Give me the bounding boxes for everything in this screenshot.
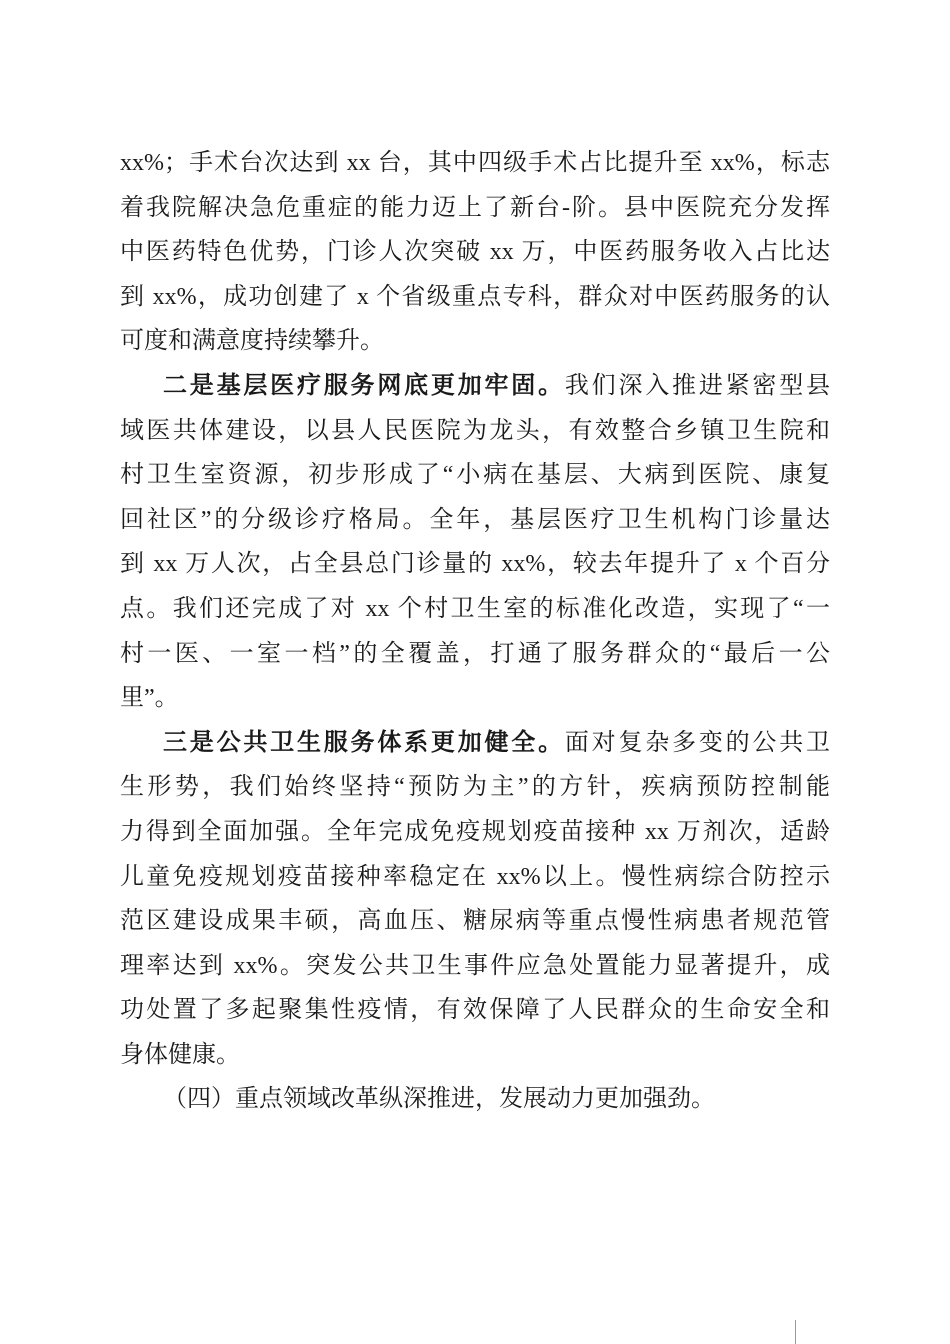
paragraph-lead-heading: 二是基层医疗服务网底更加牢固。 — [163, 372, 565, 399]
page-edge-mark — [795, 1320, 796, 1344]
text-line: 生形势，我们始终坚持“预防为主”的方针，疾病预防控制能 — [120, 774, 830, 801]
text-line: 点。我们还完成了对 xx 个村卫生室的标准化改造，实现了“一 — [120, 595, 830, 622]
text-line: 着我院解决急危重症的能力迈上了新台-阶。县中医院充分发挥 — [120, 194, 830, 221]
text-line: 村卫生室资源，初步形成了“小病在基层、大病到医院、康复 — [120, 462, 830, 489]
text-line: 村一医、一室一档”的全覆盖，打通了服务群众的“最后一公 — [120, 640, 830, 667]
document-body — [120, 141, 830, 1122]
text-line: 力得到全面加强。全年完成免疫规划疫苗接种 xx 万剂次，适龄 — [120, 818, 830, 845]
text-line: 域医共体建设，以县人民医院为龙头，有效整合乡镇卫生院和 — [120, 417, 830, 444]
text-line: 到 xx%，成功创建了 x 个省级重点专科，群众对中医药服务的认 — [120, 283, 830, 310]
text-line: xx%；手术台次达到 xx 台，其中四级手术占比提升至 xx%，标志 — [120, 150, 830, 176]
text-line: 可度和满意度持续攀升。 — [120, 328, 384, 355]
text-line: 中医药特色优势，门诊人次突破 xx 万，中医药服务收入占比达 — [120, 239, 830, 266]
text-line — [120, 364, 830, 409]
paragraph-public-health — [120, 721, 830, 1078]
text-line: 里”。 — [120, 685, 179, 712]
text-line: 到 xx 万人次，占全县总门诊量的 xx%，较去年提升了 x 个百分 — [120, 551, 830, 578]
text-line-rest: 面对复杂多变的公共卫 — [564, 729, 830, 756]
text-line — [120, 721, 830, 766]
paragraph-hospital-capacity — [120, 141, 830, 364]
text-line: 理率达到 xx%。突发公共卫生事件应急处置能力显著提升，成 — [120, 952, 830, 979]
paragraph-primary-care — [120, 364, 830, 721]
text-line: 功处置了多起聚集性疫情，有效保障了人民群众的生命安全和 — [120, 997, 830, 1024]
text-line: 儿童免疫规划疫苗接种率稳定在 xx%以上。慢性病综合防控示 — [120, 863, 830, 890]
text-line: 回社区”的分级诊疗格局。全年，基层医疗卫生机构门诊量达 — [120, 506, 830, 533]
text-line-rest: 我们深入推进紧密型县 — [564, 372, 830, 399]
paragraph-lead-heading: 三是公共卫生服务体系更加健全。 — [163, 729, 565, 756]
text-line: 身体健康。 — [120, 1041, 240, 1068]
text-line: 范区建设成果丰硕，高血压、糖尿病等重点慢性病患者规范管 — [120, 908, 830, 935]
section-heading: （四）重点领域改革纵深推进，发展动力更加强劲。 — [163, 1086, 715, 1113]
